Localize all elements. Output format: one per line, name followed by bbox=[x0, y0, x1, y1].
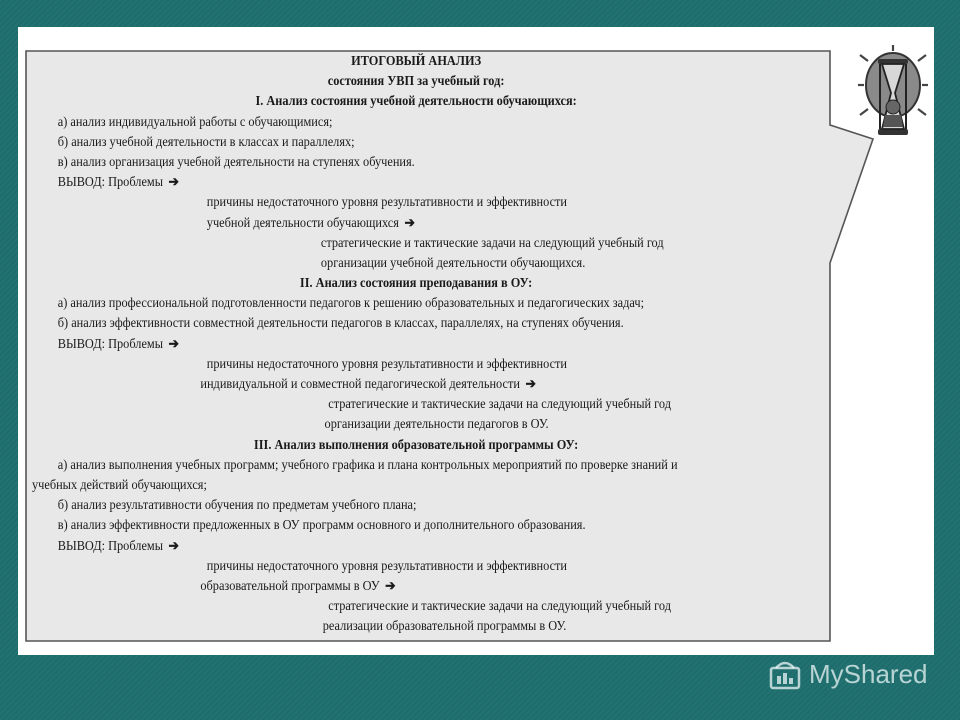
section-3-item-a-cont: учебных действий обучающихся; bbox=[32, 476, 207, 492]
arrow-right-icon: ➔ bbox=[168, 335, 179, 351]
watermark-text: MyShared bbox=[809, 658, 928, 689]
myshared-logo-icon bbox=[767, 658, 803, 690]
section-3-causes-2 bbox=[32, 576, 763, 596]
section-2-causes-2 bbox=[32, 374, 763, 394]
hourglass-icon bbox=[858, 45, 928, 153]
doc-title: ИТОГОВЫЙ АНАЛИЗ bbox=[351, 53, 482, 68]
doc-subtitle: состояния УВП за учебный год: bbox=[327, 73, 505, 89]
arrow-right-icon: ➔ bbox=[525, 376, 536, 391]
arrow-right-icon: ➔ bbox=[168, 174, 179, 190]
section-3-tasks-1: стратегические и тактические задачи на следующий учебный год bbox=[328, 598, 671, 614]
section-1-heading: I. Анализ состояния учебной деятельности обучающихся: bbox=[255, 93, 577, 109]
section-3-item-c: в) анализ эффективности предложенных в ОУ программ основного и дополнительного образования. bbox=[57, 517, 586, 533]
section-3-conclusion bbox=[32, 536, 763, 556]
arrow-right-icon: ➔ bbox=[404, 214, 415, 230]
section-1-tasks-2: организации учебной деятельности обучающихся. bbox=[320, 254, 586, 270]
section-1-tasks-1: стратегические и тактические задачи на следующий учебный год bbox=[320, 234, 664, 250]
section-3-heading: III. Анализ выполнения образовательной программы ОУ: bbox=[253, 436, 579, 452]
section-3-tasks-2: реализации образовательной программы в ОУ. bbox=[322, 618, 567, 634]
section-1-conclusion bbox=[32, 172, 763, 192]
section-3-causes-1: причины недостаточного уровня результативности и эффективности bbox=[206, 557, 568, 573]
section-2-tasks-1: стратегические и тактические задачи на следующий учебный год bbox=[328, 396, 671, 412]
causes-text: образовательной программы в ОУ bbox=[200, 577, 380, 593]
conclusion-label: ВЫВОД: Проблемы bbox=[57, 537, 163, 553]
section-2-heading: II. Анализ состояния преподавания в ОУ: bbox=[299, 275, 533, 291]
conclusion-label: ВЫВОД: Проблемы bbox=[57, 174, 163, 190]
section-1-causes-2 bbox=[32, 213, 763, 233]
section-1-causes-1: причины недостаточного уровня результативности и эффективности bbox=[206, 194, 568, 210]
section-3-item-a: а) анализ выполнения учебных программ; учебного графика и плана контрольных мероприятий по проверке знаний и bbox=[57, 456, 678, 472]
section-2-conclusion bbox=[32, 334, 763, 354]
arrow-right-icon: ➔ bbox=[385, 577, 396, 593]
section-1-item-a: а) анализ индивидуальной работы с обучающимися; bbox=[57, 113, 333, 129]
causes-text: индивидуальной и совместной педагогической деятельности bbox=[200, 376, 520, 391]
section-2-tasks-2: организации деятельности педагогов в ОУ. bbox=[324, 416, 549, 432]
section-2-item-a: а) анализ профессиональной подготовленности педагогов к решению образовательных и педагогических задач; bbox=[57, 295, 645, 311]
conclusion-label: ВЫВОД: Проблемы bbox=[57, 335, 163, 351]
slide bbox=[18, 27, 934, 655]
section-3-item-b: б) анализ результативности обучения по предметам учебного плана; bbox=[57, 497, 417, 513]
section-1-item-b: б) анализ учебной деятельности в классах и параллелях; bbox=[57, 133, 355, 149]
myshared-watermark bbox=[767, 654, 928, 694]
section-2-causes-1: причины недостаточного уровня результативности и эффективности bbox=[206, 355, 568, 371]
section-2-item-b: б) анализ эффективности совместной деятельности педагогов в классах, параллелях, на ступенях обучения. bbox=[57, 315, 624, 331]
causes-text: учебной деятельности обучающихся bbox=[206, 214, 399, 230]
analysis-text bbox=[32, 51, 763, 636]
arrow-right-icon: ➔ bbox=[168, 537, 179, 553]
section-1-item-c: в) анализ организация учебной деятельности на ступенях обучения. bbox=[57, 153, 415, 169]
